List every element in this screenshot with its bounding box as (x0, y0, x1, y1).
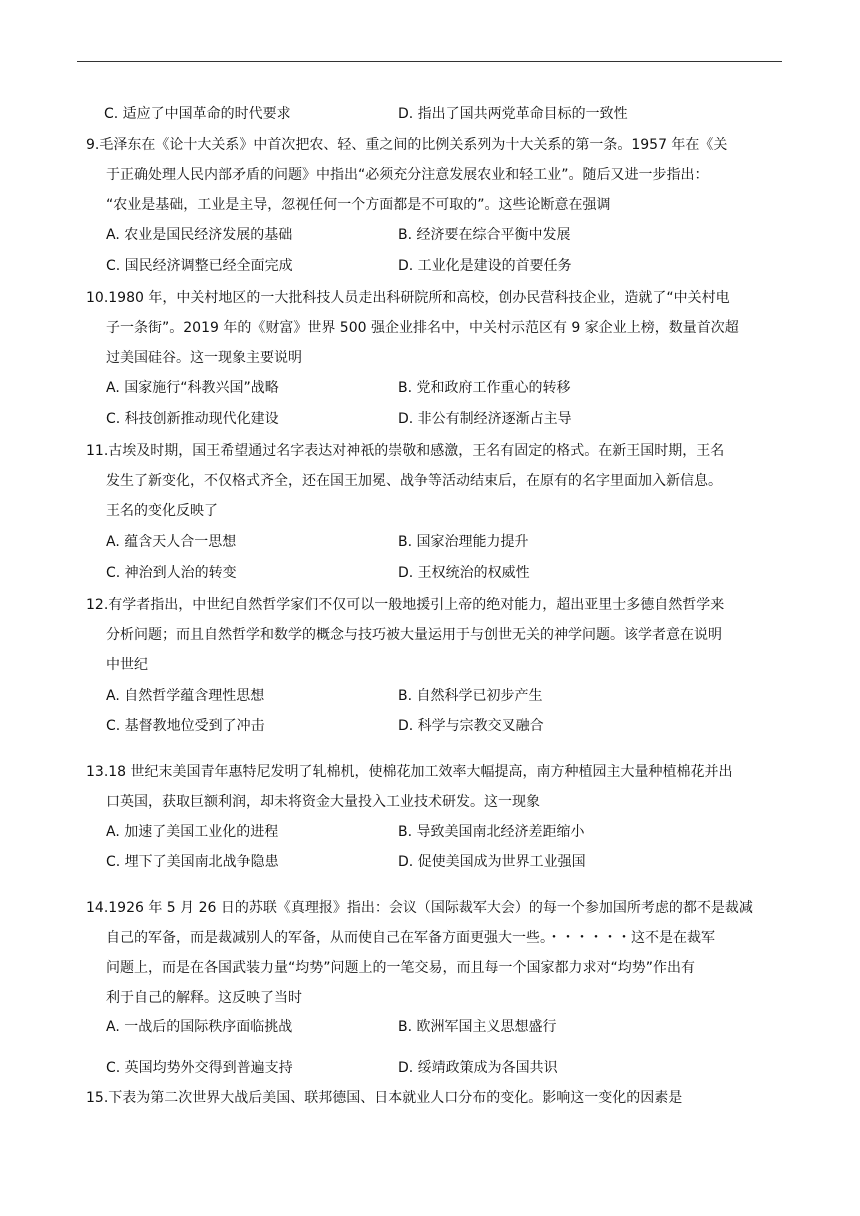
question-14-line-1: 1926 年 5 月 26 日的苏联《真理报》指出：会议（国际裁军大会）的每一个参加国所考虑的都不是裁减 (108, 900, 753, 916)
question-14-option-c[interactable]: C. 英国均势外交得到普遍支持 (106, 1060, 293, 1076)
question-13-option-b[interactable]: B. 导致美国南北经济差距缩小 (398, 824, 585, 840)
question-12-stem (86, 590, 782, 680)
question-9-option-a[interactable]: A. 农业是国民经济发展的基础 (106, 227, 293, 243)
question-10-option-b[interactable]: B. 党和政府工作重心的转移 (398, 380, 571, 396)
question-10-line-3: 过美国硅谷。这一现象主要说明 (106, 350, 302, 366)
q8-option-c[interactable]: C. 适应了中国革命的时代要求 (104, 106, 291, 122)
question-15-stem (86, 1083, 782, 1113)
question-12-option-d[interactable]: D. 科学与宗教交叉融合 (398, 718, 544, 734)
question-9-option-b[interactable]: B. 经济要在综合平衡中发展 (398, 227, 571, 243)
question-12-option-b[interactable]: B. 自然科学已初步产生 (398, 688, 543, 704)
question-11-option-b[interactable]: B. 国家治理能力提升 (398, 534, 529, 550)
question-13-line-1: 18 世纪末美国青年惠特尼发明了轧棉机，使棉花加工效率大幅提高，南方种植园主大量种植棉花并出 (108, 764, 733, 780)
question-12-option-c[interactable]: C. 基督教地位受到了冲击 (106, 718, 265, 734)
question-14-line-2: 自己的军备，而是裁减别人的军备，从而使自己在军备方面更强大一些。・・・・・・这不是在裁军 (106, 930, 715, 946)
q8-option-d[interactable]: D. 指出了国共两党革命目标的一致性 (398, 106, 628, 122)
question-10-option-d[interactable]: D. 非公有制经济逐渐占主导 (398, 411, 572, 427)
question-10-option-c[interactable]: C. 科技创新推动现代化建设 (106, 411, 279, 427)
question-13-number: 13. (86, 764, 109, 780)
question-13-option-c[interactable]: C. 埋下了美国南北战争隐患 (106, 854, 279, 870)
question-11-line-3: 王名的变化反映了 (106, 503, 218, 519)
question-10-option-a[interactable]: A. 国家施行“科教兴国”战略 (106, 380, 279, 396)
question-14-stem (86, 893, 782, 1013)
question-13-line-2: 口英国，获取巨额利润，却未将资金大量投入工业技术研发。这一现象 (106, 794, 540, 810)
question-13-stem (86, 757, 782, 817)
question-12-option-a[interactable]: A. 自然哲学蕴含理性思想 (106, 688, 265, 704)
question-14-option-b[interactable]: B. 欧洲军国主义思想盛行 (398, 1019, 557, 1035)
question-12-line-1: 有学者指出，中世纪自然哲学家们不仅可以一般地援引上帝的绝对能力，超出亚里士多德自然哲学来 (108, 597, 725, 613)
question-11-stem (86, 436, 782, 526)
question-10-line-1: 1980 年，中关村地区的一大批科技人员走出科研院所和高校，创办民营科技企业，造就了“中关村电 (108, 290, 730, 306)
question-9-number: 9. (86, 137, 100, 153)
question-11-option-c[interactable]: C. 神治到人治的转变 (106, 565, 237, 581)
question-14-option-d[interactable]: D. 绥靖政策成为各国共识 (398, 1060, 558, 1076)
question-10-number: 10. (86, 290, 109, 306)
question-14-option-a[interactable]: A. 一战后的国际秩序面临挑战 (106, 1019, 293, 1035)
question-9-line-2: 于正确处理人民内部矛盾的问题》中指出“必须充分注意发展农业和轻工业”。随后又进一步指出： (106, 167, 709, 183)
question-14-number: 14. (86, 900, 109, 916)
question-9-line-3: “农业是基础，工业是主导，忽视任何一个方面都是不可取的”。这些论断意在强调 (106, 197, 611, 213)
question-13-option-d[interactable]: D. 促使美国成为世界工业强国 (398, 854, 586, 870)
question-10-stem (86, 283, 782, 373)
question-11-line-1: 古埃及时期，国王希望通过名字表达对神祇的崇敬和感激，王名有固定的格式。在新王国时期，王名 (108, 443, 725, 459)
question-11-number: 11. (86, 443, 109, 459)
question-9-line-1: 毛泽东在《论十大关系》中首次把农、轻、重之间的比例关系列为十大关系的第一条。1957 年在《关 (99, 137, 728, 153)
header-rule (77, 61, 782, 62)
question-11-option-d[interactable]: D. 王权统治的权威性 (398, 565, 530, 581)
question-12-line-3: 中世纪 (106, 657, 148, 673)
question-14-line-4: 利于自己的解释。这反映了当时 (106, 990, 302, 1006)
question-12-line-2: 分析问题；而且自然哲学和数学的概念与技巧被大量运用于与创世无关的神学问题。该学者意在说明 (106, 627, 722, 643)
question-13-option-a[interactable]: A. 加速了美国工业化的进程 (106, 824, 279, 840)
question-11-option-a[interactable]: A. 蕴含天人合一思想 (106, 534, 237, 550)
question-12-number: 12. (86, 597, 109, 613)
question-15-line-1: 下表为第二次世界大战后美国、联邦德国、日本就业人口分布的变化。影响这一变化的因素是 (108, 1090, 683, 1106)
question-15-number: 15. (86, 1090, 109, 1106)
question-10-line-2: 子一条街”。2019 年的《财富》世界 500 强企业排名中，中关村示范区有 9 家企业上榜，数量首次超 (106, 320, 739, 336)
question-9-option-c[interactable]: C. 国民经济调整已经全面完成 (106, 258, 293, 274)
question-14-line-3: 问题上，而是在各国武装力量“均势”问题上的一笔交易，而且每一个国家都力求对“均势”作出有 (106, 960, 696, 976)
question-9-option-d[interactable]: D. 工业化是建设的首要任务 (398, 258, 572, 274)
question-9-stem (86, 130, 782, 220)
question-11-line-2: 发生了新变化，不仅格式齐全，还在国王加冕、战争等活动结束后，在原有的名字里面加入新信息。 (106, 473, 722, 489)
